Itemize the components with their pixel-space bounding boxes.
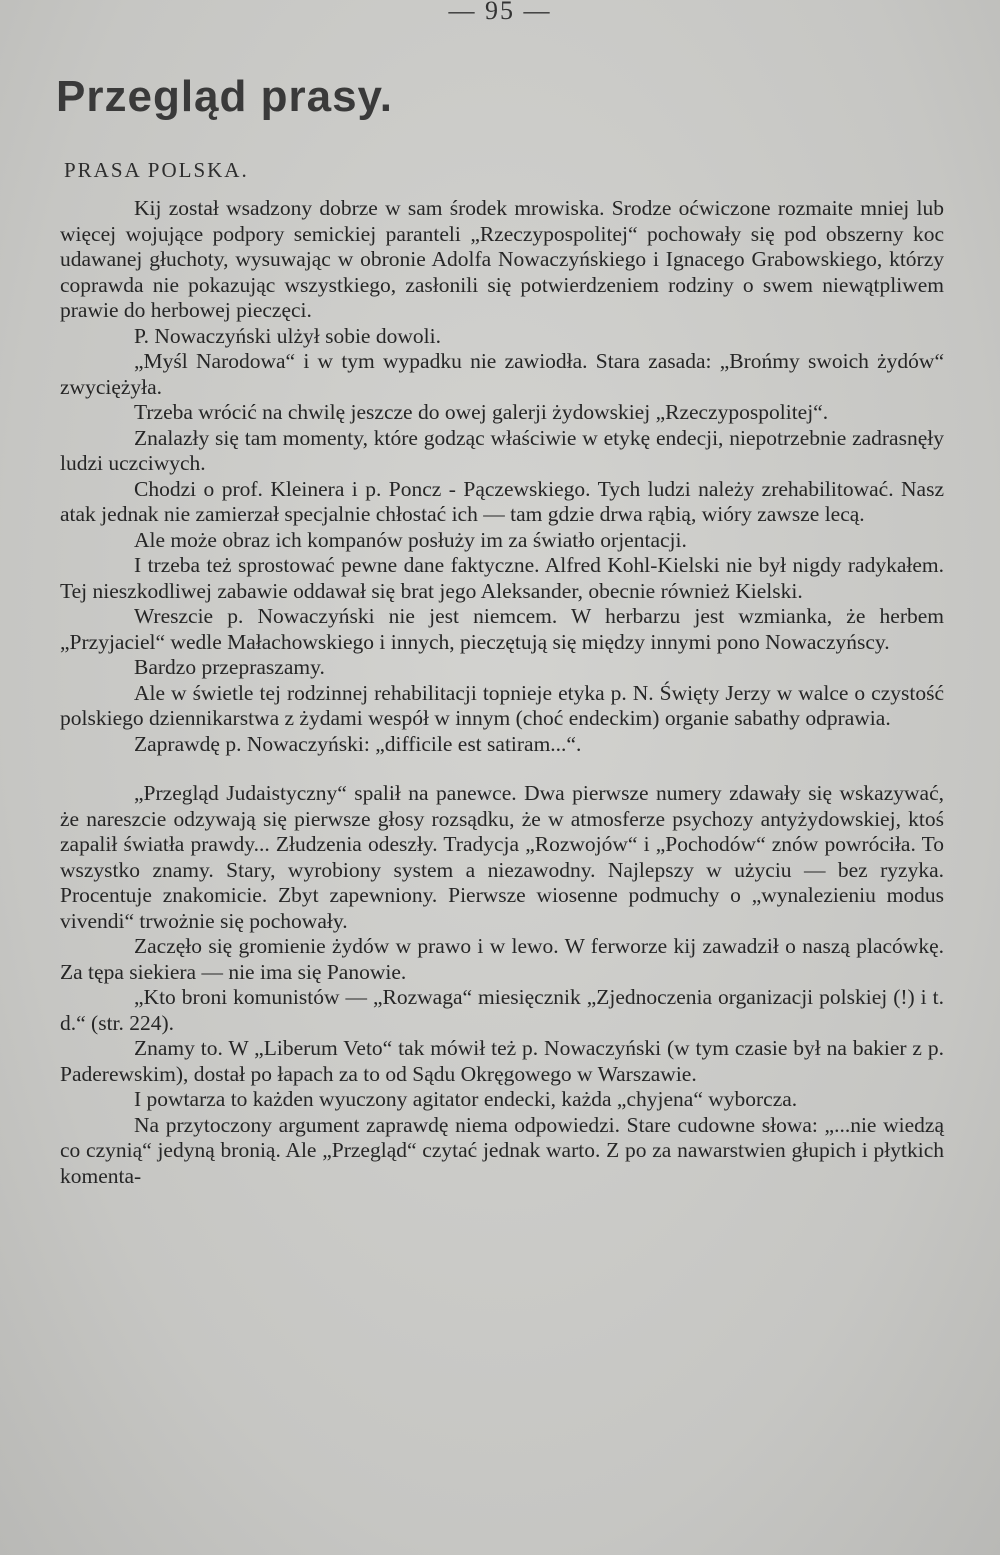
paragraph: I trzeba też sprostować pewne dane faktyczne. Alfred Kohl-Kielski nie był nigdy radykałem. Tej nieszkodliwej zabawie oddawał się brat jego Aleksander, obecnie również Kielski.	[60, 553, 944, 603]
paragraph: „Kto broni komunistów — „Rozwaga“ miesięcznik „Zjednoczenia organizacji polskiej (!) i t. d.“ (str. 224).	[60, 985, 944, 1035]
paragraph: Kij został wsadzony dobrze w sam środek mrowiska. Srodze oćwiczone rozmaite mniej lub więcej wojujące podpory semickiej paranteli „Rzeczypospolitej“ pochowały się pod obszerny koc udawanej głuchoty, wysuwając w obronie Adolfa Nowaczyńskiego i Ignacego Grabowskiego, którzy coprawda nie pokazując wszystkiego, zasłonili się potwierdzeniem rodziny o swem niewątpliwem prawie do herbowej pieczęci.	[60, 196, 944, 322]
paragraph: „Przegląd Judaistyczny“ spalił na panewce. Dwa pierwsze numery zdawały się wskazywać, że nareszcie odzywają się pierwsze głosy rozsądku, że w atmosferze psychozy antyżydowskiej, ktoś zapalił światła prawdy... Złudzenia odeszły. Tradycja „Rozwojów“ i „Pochodów“ znów powróciła. To wszystko znamy. Stary, wyrobiony system a niezawodny. Najlepszy w użyciu — bez ryzyka. Procentuje znakomicie. Zbyt zapewniony. Pierwsze wiosenne podmuchy o „wynalezieniu modus vivendi“ trwożnie się pochowały.	[60, 781, 944, 933]
paragraph: Ale może obraz ich kompanów posłuży im za światło orjentacji.	[134, 527, 687, 552]
paragraph: Bardzo przepraszamy.	[134, 655, 325, 679]
paragraph: Zaprawdę p. Nowaczyński: „difficile est satiram...“.	[134, 731, 582, 756]
paragraph: Wreszcie p. Nowaczyński nie jest niemcem. W herbarzu jest wzmianka, że herbem „Przyjaciel“ wedle Małachowskiego i innych, pieczętują się między innymi pono Nowaczyńscy.	[60, 604, 944, 654]
paragraph: Znamy to. W „Liberum Veto“ tak mówił też p. Nowaczyński (w tym czasie był na bakier z p. Paderewskim), dostał po łapach za to od Sądu Okręgowego w Warszawie.	[60, 1036, 944, 1086]
paragraph: „Myśl Narodowa“ i w tym wypadku nie zawiodła. Stara zasada: „Brońmy swoich żydów“ zwyciężyła.	[60, 349, 944, 399]
section-heading: PRASA POLSKA.	[64, 158, 249, 182]
article-body	[60, 196, 944, 1189]
paragraph: Chodzi o prof. Kleinera i p. Poncz - Pączewskiego. Tych ludzi należy zrehabilitować. Nasz atak jednak nie zamierzał specjalnie chłostać ich — tam gdzie drwa rąbią, wióry zawsze lecą.	[60, 476, 944, 526]
paragraph: P. Nowaczyński ulżył sobie dowoli.	[134, 323, 441, 348]
paragraph: Na przytoczony argument zaprawdę niema odpowiedzi. Stare cudowne słowa: „...nie wiedzą co czynią“ jedyną bronią. Ale „Przegląd“ czytać jednak warto. Z po za nawarstwien głupich i płytkich komenta-	[60, 1112, 944, 1188]
paragraph: Trzeba wrócić na chwilę jeszcze do owej galerji żydowskiej „Rzeczypospolitej“.	[134, 400, 829, 424]
paragraph: Znalazły się tam momenty, które godząc właściwie w etykę endecji, niepotrzebnie zadrasnęły ludzi uczciwych.	[60, 425, 944, 475]
article-title: Przegląd prasy.	[56, 72, 393, 121]
paragraph: Zaczęło się gromienie żydów w prawo i w lewo. W ferworze kij zawadził o naszą placówkę. Za tępa siekiera — nie ima się Panowie.	[60, 934, 944, 984]
page-number: — 95 —	[448, 0, 552, 25]
paragraph: Ale w świetle tej rodzinnej rehabilitacji topnieje etyka p. N. Święty Jerzy w walce o czystość polskiego dziennikarstwa z żydami wespół w innym (choć endeckim) organie sabathy odprawia.	[60, 680, 944, 730]
paragraph: I powtarza to każden wyuczony agitator endecki, każda „chyjena“ wyborcza.	[134, 1087, 798, 1111]
